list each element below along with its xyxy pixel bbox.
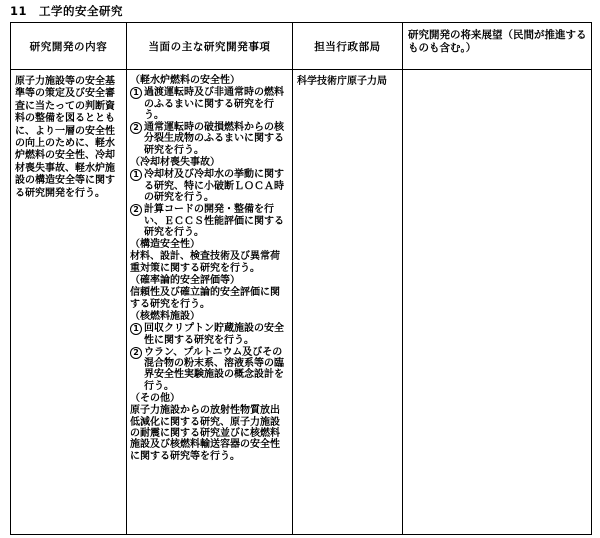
list-item xyxy=(130,347,288,392)
item-text: 回収クリプトン貯蔵施設の安全性に関する研究を行う。 xyxy=(144,323,284,346)
item-text: 冷却材及び冷却水の挙動に関する研究、特に小破断ＬＯＣＡ時の研究を行う。 xyxy=(144,169,284,203)
list-item xyxy=(130,122,288,156)
section-text: 原子力施設からの放射性物質放出低減化に関する研究、原子力施設の耐震に関する研究並びに核燃料施設及び核燃料輸送容器の安全性に関する研究等を行う。 xyxy=(130,405,280,462)
section-text: 信頼性及び確立論的安全評価に関する研究を行う。 xyxy=(130,287,280,310)
content-text: 原子力施設等の安全基準等の策定及び安全審査に当たっての判断資料の整備を図るとともに、より一層の安全性の向上のために、軽水炉燃料の安全性、冷却材喪失事故、軽水炉施設の構造安全等に関する研究開発を行う。 xyxy=(15,76,115,199)
section-text: 材料、設計、検査技術及び異常荷重対策に関する研究を行う。 xyxy=(130,251,280,274)
future-text xyxy=(403,70,591,76)
header-row xyxy=(11,23,592,70)
item-text: 計算コードの開発・整備を行い、ＥＣＣＳ性能評価に関する研究を行う。 xyxy=(144,204,284,238)
section-heading: （冷却材喪失事故） xyxy=(130,157,220,169)
item-text: ウラン、プルトニウム及びその混合物の粉末系、溶液系等の臨界安全性実験施設の概念設計を行う。 xyxy=(144,346,284,392)
item-text: 過渡運転時及び非通常時の燃料のふるまいに関する研究を行う。 xyxy=(144,87,284,121)
item-number: 2 xyxy=(130,122,142,134)
section-heading: （構造安全性） xyxy=(130,239,200,251)
header-items: 当面の主な研究開発事項 xyxy=(127,23,293,70)
content-cell xyxy=(11,70,127,535)
items-list xyxy=(127,70,292,462)
item-text: 通常運転時の破損燃料からの核分裂生成物のふるまいに関する研究を行う。 xyxy=(144,122,284,156)
research-table xyxy=(10,22,592,535)
list-item xyxy=(130,323,288,346)
item-number: 2 xyxy=(130,347,142,359)
section-heading: （確率論的安全評価等） xyxy=(130,275,240,287)
section-heading: （軽水炉燃料の安全性） xyxy=(130,75,240,86)
item-number: 2 xyxy=(130,204,142,216)
header-content: 研究開発の内容 xyxy=(11,23,127,70)
items-cell xyxy=(127,70,293,535)
bureau-cell xyxy=(293,70,403,535)
future-cell xyxy=(403,70,592,535)
list-item xyxy=(130,87,288,121)
section-heading: （核燃料施設） xyxy=(130,310,200,322)
list-item xyxy=(130,204,288,238)
item-number: 1 xyxy=(130,323,142,335)
item-number: 1 xyxy=(130,87,142,99)
section-heading: （その他） xyxy=(130,393,180,405)
bureau-text: 科学技術庁原子力局 xyxy=(297,76,387,87)
page-title: 11 工学的安全研究 xyxy=(10,4,124,18)
item-number: 1 xyxy=(130,169,142,181)
header-bureau: 担当行政部局 xyxy=(293,23,403,70)
list-item xyxy=(130,169,288,203)
body-row xyxy=(11,70,592,535)
header-future: 研究開発の将来展望（民間が推進するものも含む。） xyxy=(403,23,592,70)
